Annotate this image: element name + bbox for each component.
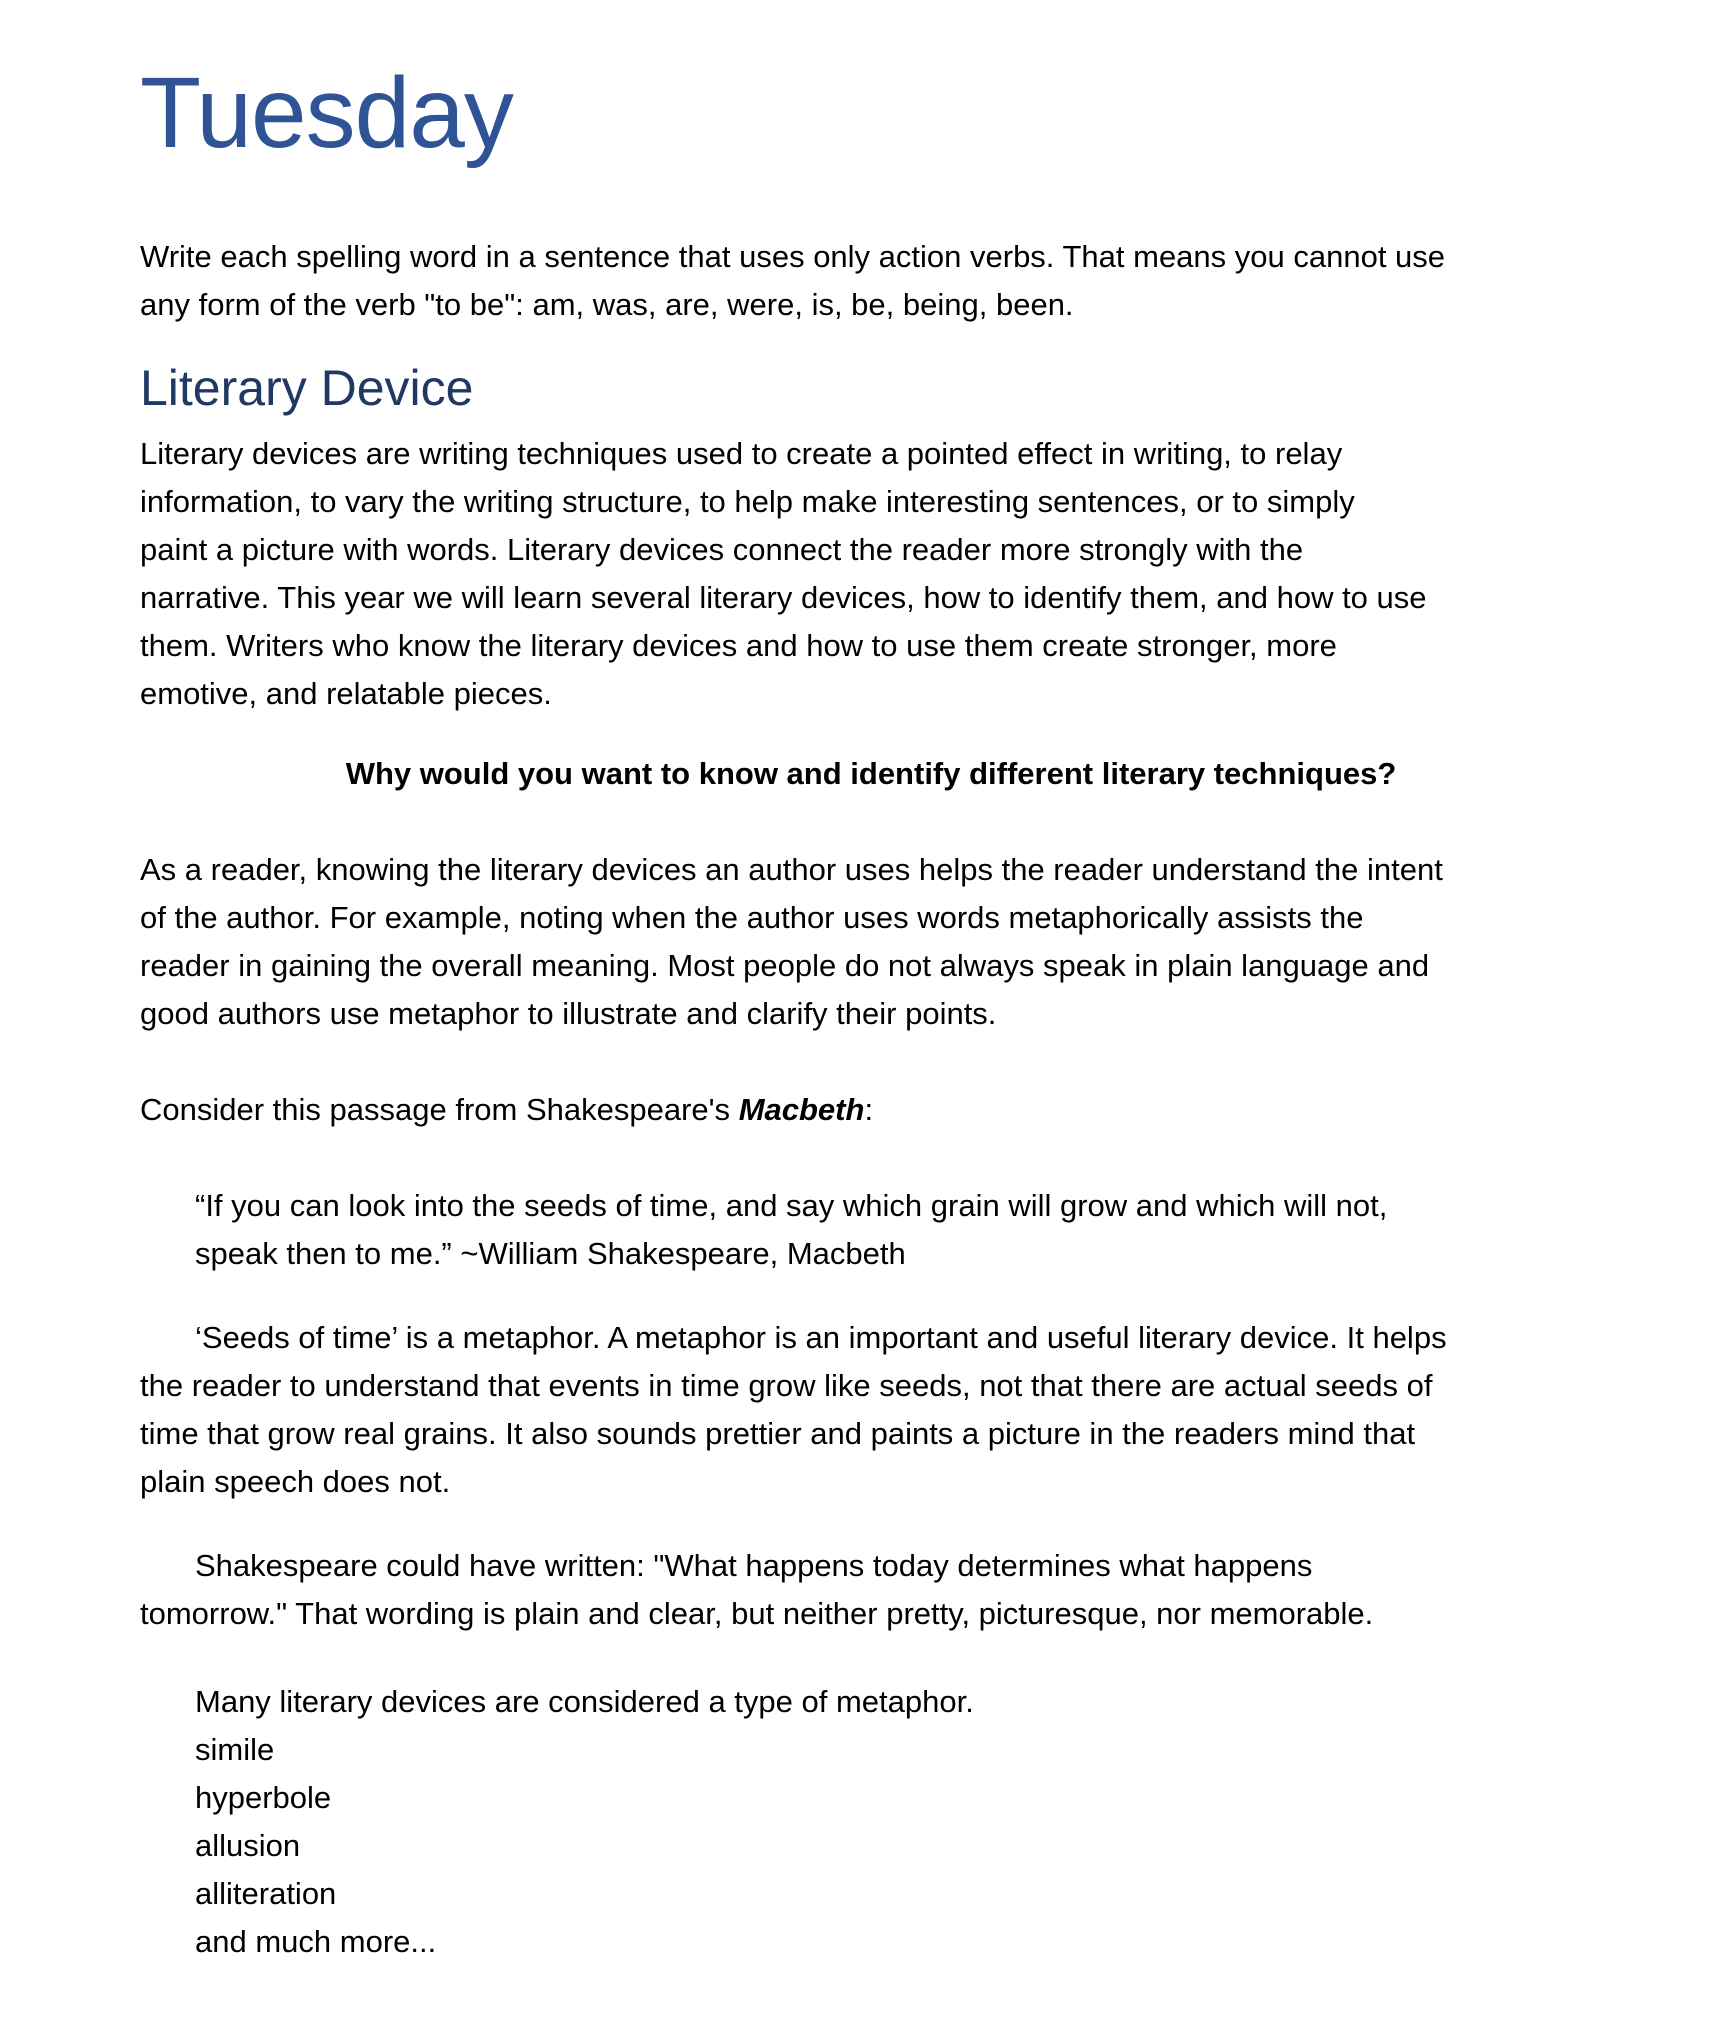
seeds-of-time-paragraph [140, 1314, 1602, 1506]
consider-prefix-text: Consider this passage from Shakespeare's [140, 1092, 739, 1127]
text-line: emotive, and relatable pieces. [140, 676, 552, 711]
text-line: “If you can look into the seeds of time, and say which grain will grow and which will not, [195, 1188, 1388, 1223]
metaphor-intro-text: Many literary devices are considered a type of metaphor. [195, 1684, 974, 1719]
literary-devices-paragraph [140, 430, 1602, 718]
text-line: any form of the verb "to be": am, was, are, were, is, be, being, been. [140, 287, 1074, 322]
text-line: paint a picture with words. Literary devices connect the reader more strongly with the [140, 532, 1304, 567]
text-line: plain speech does not. [140, 1464, 451, 1499]
text-line: Write each spelling word in a sentence that uses only action verbs. That means you cannot use [140, 239, 1446, 274]
text-line: them. Writers who know the literary devices and how to use them create stronger, more [140, 628, 1337, 663]
intro-paragraph [140, 233, 1602, 329]
macbeth-quote [140, 1182, 1602, 1278]
text-line: speak then to me.” ~William Shakespeare, Macbeth [195, 1236, 906, 1271]
shakespeare-could-have-written-paragraph [140, 1542, 1602, 1638]
text-line: and much more... [195, 1924, 437, 1959]
document-title: Tuesday [140, 57, 513, 169]
text-line: Literary devices are writing techniques used to create a pointed effect in writing, to relay [140, 436, 1343, 471]
discussion-question: Why would you want to know and identify different literary techniques? [345, 756, 1397, 791]
book-title-macbeth: Macbeth [738, 1092, 865, 1127]
text-line: the reader to understand that events in time grow like seeds, not that there are actual seeds of [140, 1368, 1433, 1403]
consider-passage-line [140, 1086, 1602, 1134]
text-line: time that grow real grains. It also sounds prettier and paints a picture in the readers mind that [140, 1416, 1416, 1451]
reader-paragraph [140, 846, 1602, 1038]
consider-suffix-text: : [864, 1092, 874, 1127]
metaphor-type-list [140, 1726, 1602, 1966]
text-line: alliteration [195, 1876, 337, 1911]
text-line: simile [195, 1732, 275, 1767]
text-line: of the author. For example, noting when the author uses words metaphorically assists the [140, 900, 1364, 935]
text-line: hyperbole [195, 1780, 332, 1815]
text-line: ‘Seeds of time’ is a metaphor. A metaphor is an important and useful literary device. It helps [195, 1320, 1447, 1355]
metaphor-intro-line [140, 1678, 1602, 1726]
text-line: narrative. This year we will learn several literary devices, how to identify them, and how to use [140, 580, 1427, 615]
text-line: allusion [195, 1828, 301, 1863]
section-heading-literary-device: Literary Device [140, 360, 474, 416]
text-line: reader in gaining the overall meaning. Most people do not always speak in plain language and [140, 948, 1430, 983]
text-line: good authors use metaphor to illustrate and clarify their points. [140, 996, 997, 1031]
text-line: information, to vary the writing structure, to help make interesting sentences, or to simply [140, 484, 1355, 519]
text-line: Shakespeare could have written: "What happens today determines what happens [195, 1548, 1313, 1583]
text-line: As a reader, knowing the literary devices an author uses helps the reader understand the intent [140, 852, 1443, 887]
text-line: tomorrow." That wording is plain and clear, but neither pretty, picturesque, nor memorable. [140, 1596, 1374, 1631]
